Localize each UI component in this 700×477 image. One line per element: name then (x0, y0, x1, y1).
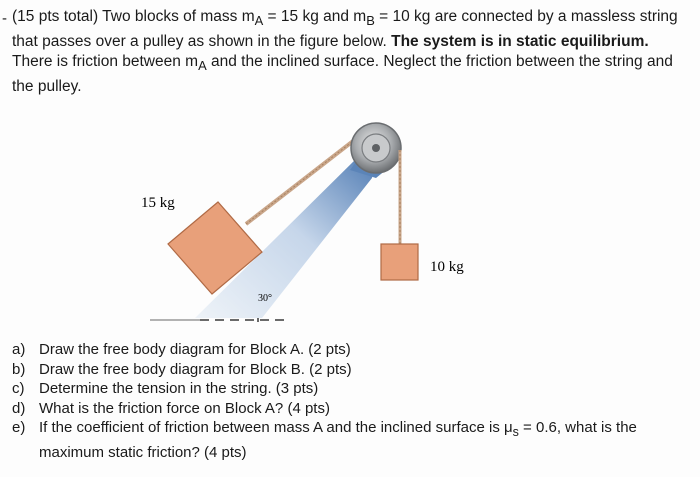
question-text-part-2: = 0.6, what is the maximum static friction? (4 pts) (39, 419, 637, 461)
subscript-b: B (366, 13, 375, 29)
intro-text-4: There is friction between m (12, 53, 199, 71)
question-letter: e) (12, 419, 26, 436)
question-c (12, 379, 692, 399)
bullet-mark: - (2, 10, 7, 27)
question-letter: a) (12, 341, 26, 358)
block-b (381, 244, 418, 280)
question-d (12, 399, 692, 419)
subscript-s: s (512, 425, 519, 439)
pulley-axle (372, 144, 380, 152)
intro-text-3: = 10 kg are connected by a massless string that passes over a pulley as shown in the figure below. (12, 8, 678, 50)
intro-text-1: (15 pts total) Two blocks of mass m (12, 8, 255, 25)
intro-text-2: = 15 kg and m (263, 8, 367, 25)
question-a (12, 340, 692, 360)
angle-label: 30° (258, 293, 272, 304)
equilibrium-statement: The system is in static equilibrium. (391, 32, 649, 50)
question-letter: d) (12, 399, 26, 417)
question-list (12, 340, 692, 462)
intro-text-5: and the inclined surface. Neglect the friction between the string and the pulley. (12, 53, 673, 95)
question-text: What is the friction force on Block A? (4 pts) (39, 399, 330, 417)
question-text (39, 418, 692, 462)
question-text: Draw the free body diagram for Block B. (2 pts) (39, 360, 352, 378)
question-letter: b) (12, 360, 26, 378)
mass-b-label: 10 kg (430, 259, 464, 275)
question-text: Draw the free body diagram for Block A. (2 pts) (39, 341, 351, 358)
question-e (12, 418, 692, 462)
mass-a-label: 15 kg (141, 195, 175, 211)
subscript-a-2: A (198, 58, 207, 74)
question-text-part-1: If the coefficient of friction between mass A and the inclined surface is μ (39, 419, 513, 436)
question-letter: c) (12, 380, 25, 397)
question-text: Determine the tension in the string. (3 pts) (39, 380, 319, 397)
subscript-a: A (254, 13, 264, 29)
question-b (12, 360, 692, 380)
